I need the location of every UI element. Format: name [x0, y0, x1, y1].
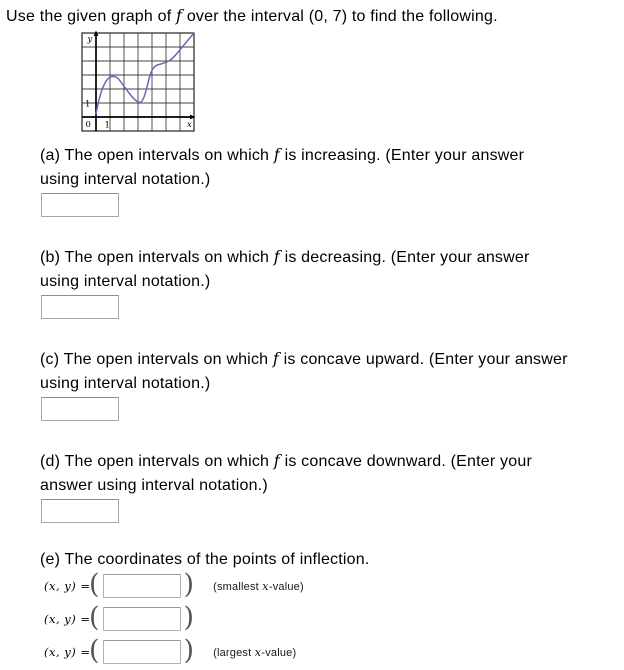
function-symbol: f: [176, 6, 183, 25]
smallest-x-hint: (smallest x-value): [213, 579, 304, 593]
question-d: [40, 449, 624, 524]
problem-statement: [6, 6, 616, 26]
x-axis-label: x: [187, 120, 192, 130]
function-symbol: f: [272, 349, 280, 368]
x-axis-arrow-icon: [190, 115, 196, 120]
question-a-line2: using interval notation.): [40, 171, 211, 188]
question-a-line1: (a) The open intervals on which f is increasing. (Enter your answer: [40, 145, 525, 164]
close-paren: ): [183, 634, 195, 666]
inflection-row-1: [44, 568, 304, 600]
open-paren: (: [89, 568, 100, 600]
question-c-line1: (c) The open intervals on which f is concave upward. (Enter your answer: [40, 349, 568, 368]
inflection-input-3[interactable]: [103, 640, 181, 664]
y-tick-label-1: 1: [85, 99, 91, 110]
answer-input-c[interactable]: [41, 397, 119, 421]
inflection-row-3: [44, 634, 297, 666]
inflection-input-1[interactable]: [103, 574, 181, 598]
question-d-line1: (d) The open intervals on which f is concave downward. (Enter your: [40, 451, 532, 470]
answer-input-b[interactable]: [41, 295, 119, 319]
answer-input-a[interactable]: [41, 193, 119, 217]
question-a: [40, 143, 624, 218]
graph-canvas: [77, 30, 197, 133]
question-c-line2: using interval notation.): [40, 375, 211, 392]
question-b-line1: (b) The open intervals on which f is decreasing. (Enter your answer: [40, 247, 530, 266]
xy-equals-label: (x, y) =: [44, 612, 91, 626]
close-paren: ): [183, 601, 195, 633]
question-b-line2: using interval notation.): [40, 273, 211, 290]
origin-label: 0: [85, 120, 91, 130]
function-symbol: f: [273, 145, 280, 164]
x-tick-label-1: 1: [104, 120, 110, 131]
open-paren: (: [89, 634, 100, 666]
function-symbol: f: [273, 247, 280, 266]
inflection-input-2[interactable]: [103, 607, 181, 631]
answer-input-d[interactable]: [41, 499, 119, 523]
close-paren: ): [183, 568, 195, 600]
inflection-row-2: [44, 601, 197, 633]
question-c: [40, 347, 624, 422]
function-curve: [96, 33, 194, 114]
problem-statement-post: over the interval (0, 7) to find the following.: [182, 8, 498, 25]
open-paren: (: [89, 601, 100, 633]
function-graph: [77, 30, 197, 138]
largest-x-hint: (largest x-value): [213, 645, 297, 659]
question-d-line2: answer using interval notation.): [40, 477, 268, 494]
question-e-heading: (e) The coordinates of the points of inflection.: [40, 551, 370, 568]
xy-equals-label: (x, y) =: [44, 579, 91, 593]
xy-equals-label: (x, y) =: [44, 645, 91, 659]
y-axis-label: y: [87, 34, 93, 45]
problem-statement-pre: Use the given graph of: [6, 8, 177, 25]
function-symbol: f: [273, 451, 280, 470]
question-b: [40, 245, 624, 320]
